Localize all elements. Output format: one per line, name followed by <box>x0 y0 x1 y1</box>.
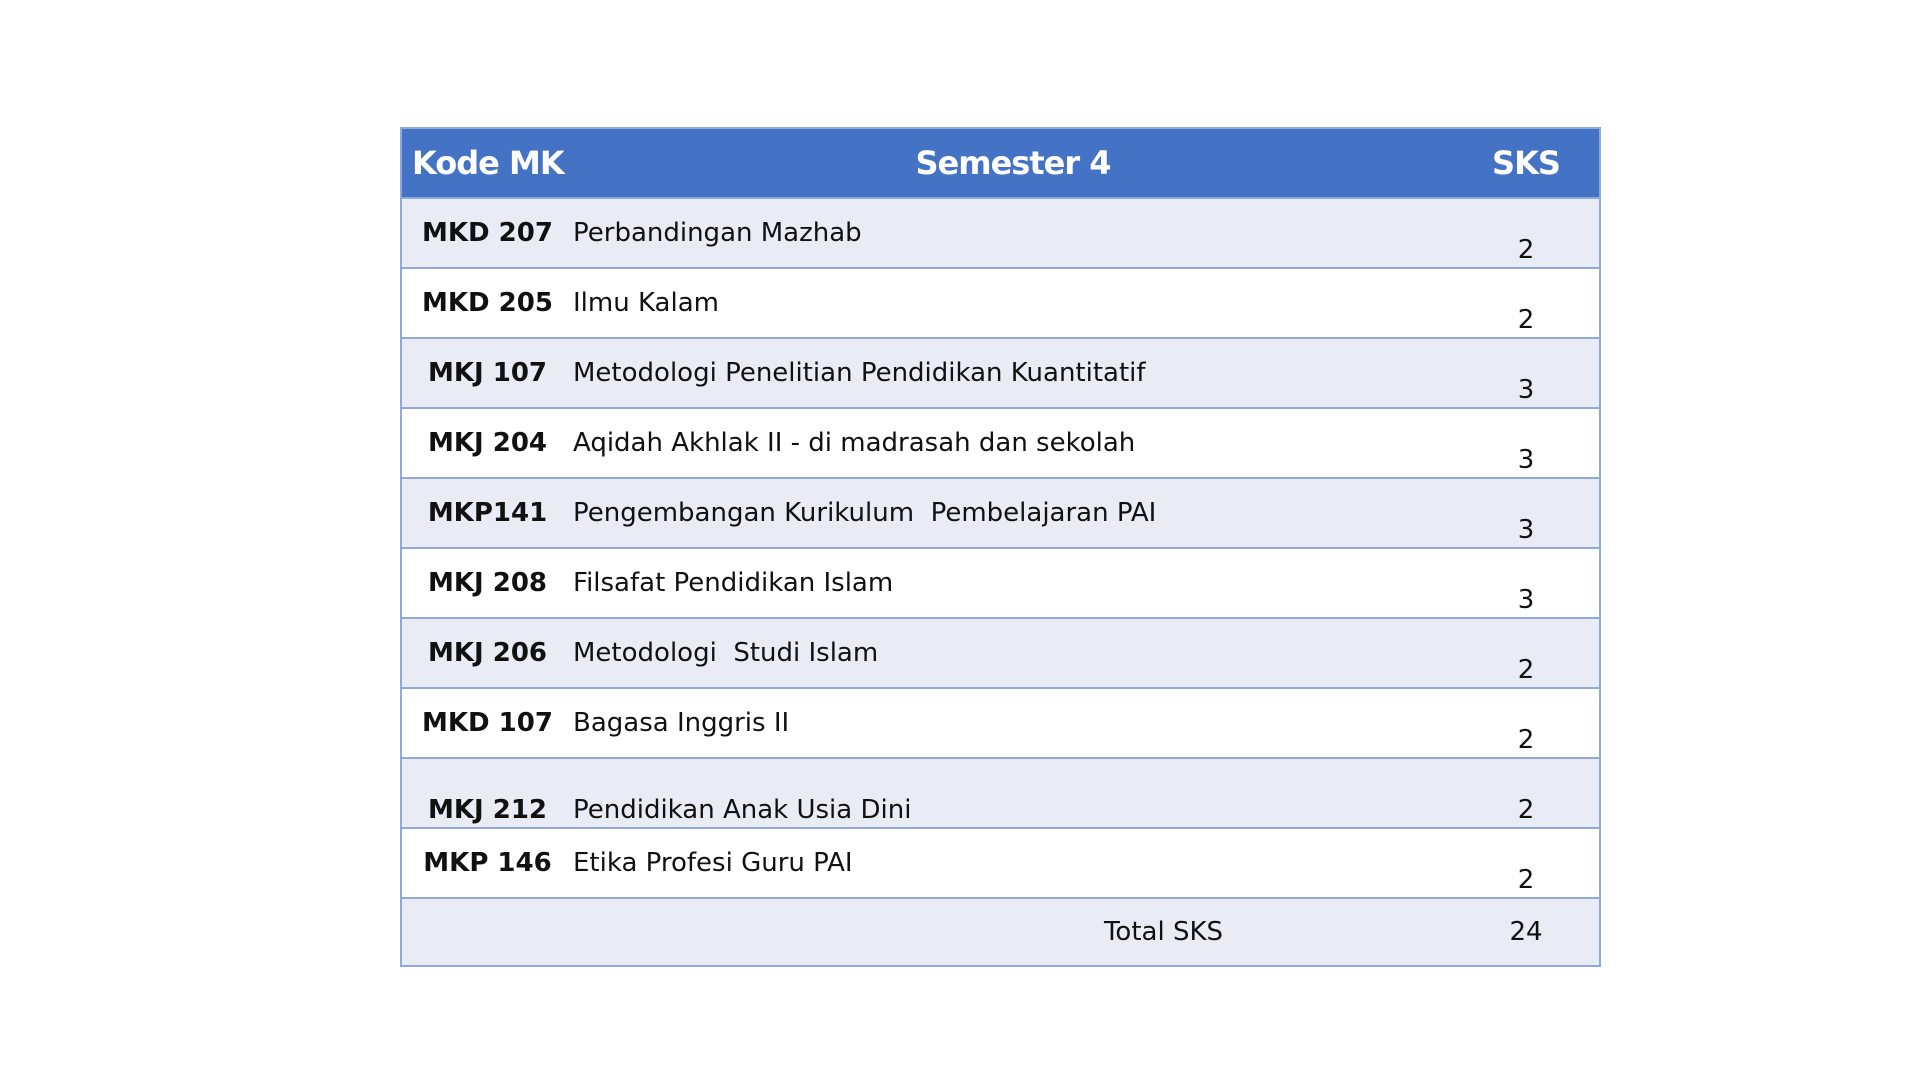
total-sks-value: 24 <box>1453 898 1600 966</box>
course-sks: 3 <box>1453 408 1600 478</box>
course-sks: 2 <box>1453 198 1600 268</box>
course-name: Aqidah Akhlak II - di madrasah dan sekolah <box>573 408 1453 478</box>
course-sks: 2 <box>1453 688 1600 758</box>
course-table <box>400 127 1601 967</box>
course-name: Pendidikan Anak Usia Dini <box>573 758 1453 828</box>
table-row <box>401 198 1600 268</box>
course-code: MKD 205 <box>401 268 573 338</box>
course-code: MKP141 <box>401 478 573 548</box>
course-sks: 2 <box>1453 618 1600 688</box>
course-code: MKJ 208 <box>401 548 573 618</box>
table-row <box>401 688 1600 758</box>
course-code: MKJ 204 <box>401 408 573 478</box>
total-row <box>401 898 1600 966</box>
course-name: Metodologi Studi Islam <box>573 618 1453 688</box>
total-sks-label: Total SKS <box>401 898 1453 966</box>
table-row <box>401 548 1600 618</box>
course-sks: 2 <box>1453 758 1600 828</box>
table-row <box>401 268 1600 338</box>
course-sks: 2 <box>1453 268 1600 338</box>
course-code: MKJ 107 <box>401 338 573 408</box>
course-name: Ilmu Kalam <box>573 268 1453 338</box>
table-row <box>401 758 1600 828</box>
course-code: MKJ 212 <box>401 758 573 828</box>
course-sks: 3 <box>1453 478 1600 548</box>
header-semester: Semester 4 <box>573 128 1453 198</box>
course-name: Pengembangan Kurikulum Pembelajaran PAI <box>573 478 1453 548</box>
course-name: Metodologi Penelitian Pendidikan Kuantitatif <box>573 338 1453 408</box>
course-sks: 2 <box>1453 828 1600 898</box>
course-name: Filsafat Pendidikan Islam <box>573 548 1453 618</box>
table-row <box>401 618 1600 688</box>
course-code: MKD 107 <box>401 688 573 758</box>
table-row <box>401 828 1600 898</box>
table-row <box>401 408 1600 478</box>
course-code: MKP 146 <box>401 828 573 898</box>
header-row <box>401 128 1600 198</box>
course-code: MKJ 206 <box>401 618 573 688</box>
course-name: Bagasa Inggris II <box>573 688 1453 758</box>
table-row <box>401 338 1600 408</box>
table-row <box>401 478 1600 548</box>
course-name: Etika Profesi Guru PAI <box>573 828 1453 898</box>
course-name: Perbandingan Mazhab <box>573 198 1453 268</box>
header-kode-mk: Kode MK <box>401 128 573 198</box>
course-sks: 3 <box>1453 338 1600 408</box>
header-sks: SKS <box>1453 128 1600 198</box>
course-code: MKD 207 <box>401 198 573 268</box>
course-sks: 3 <box>1453 548 1600 618</box>
